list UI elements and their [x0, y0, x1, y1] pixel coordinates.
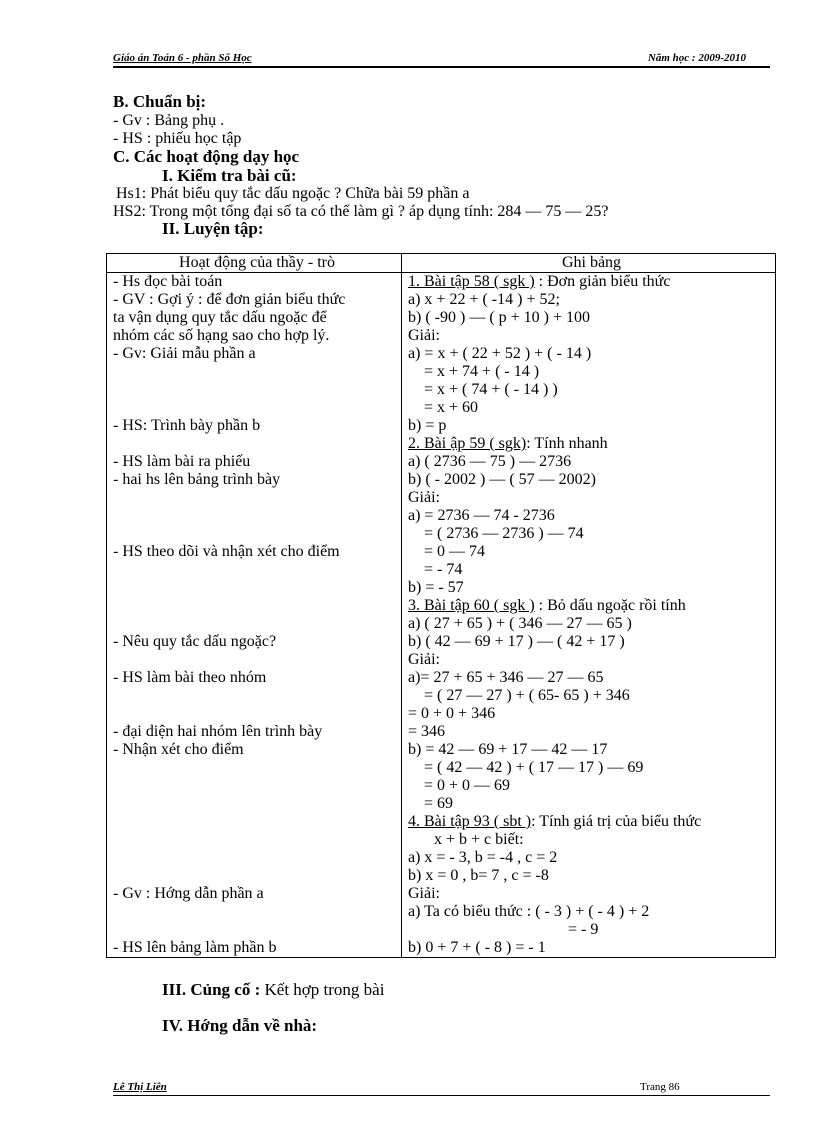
section-i-title: I. Kiểm tra bài cũ:: [162, 166, 297, 185]
col2-header: Ghi bảng: [402, 254, 776, 273]
board-line: Giải:: [408, 327, 440, 344]
activity-line: [113, 867, 401, 885]
board-line: = 346: [408, 723, 446, 740]
activity-line: [113, 903, 401, 921]
activity-line: [113, 651, 401, 669]
table-body-row: [107, 273, 776, 958]
activity-line: [113, 921, 401, 939]
section-b-title: B. Chuẩn bị:: [113, 92, 207, 111]
activity-line: - HS theo dõi và nhận xét cho điểm: [113, 543, 340, 560]
board-line: Giải:: [408, 885, 440, 902]
board-line: 2. Bài ập 59 ( sgk): Tính nhanh: [408, 435, 608, 452]
board-line: Giải:: [408, 651, 440, 668]
activity-line: [113, 399, 401, 417]
header-left: Giáo án Toán 6 - phần Số Học: [113, 52, 252, 64]
board-line: Giải:: [408, 489, 440, 506]
hs2-line: HS2: Trong một tổng đại số ta có thể làm gì ? áp dụng tính: 284 — 75 — 25?: [113, 203, 609, 220]
page-header: [113, 50, 770, 68]
hs1-line: Hs1: Phát biểu quy tắc dấu ngoặc ? Chữa bài 59 phần a: [116, 185, 470, 202]
activity-line: [113, 561, 401, 579]
board-line: b) = - 57: [408, 579, 464, 596]
board-line: a) Ta có biểu thức : ( - 3 ) + ( - 4 ) + 2: [408, 903, 650, 920]
activity-line: [113, 759, 401, 777]
board-line: = 0 — 74: [424, 543, 486, 560]
board-line: = x + ( 74 + ( - 14 ) ): [424, 381, 558, 398]
board-line: b) ( - 2002 ) — ( 57 — 2002): [408, 471, 596, 488]
activity-line: [113, 525, 401, 543]
board-line: = ( 27 — 27 ) + ( 65- 65 ) + 346: [424, 687, 630, 704]
activity-line: - hai hs lên bảng trình bày: [113, 471, 281, 488]
activity-line: [113, 705, 401, 723]
activity-line: [113, 381, 401, 399]
board-line: x + b + c biết:: [434, 831, 524, 848]
footer-page: Trang 86: [640, 1081, 680, 1093]
board-line: 4. Bài tập 93 ( sbt ): Tính giá trị của biểu thức: [408, 813, 702, 830]
b-item-1: - Gv : Bảng phụ .: [113, 112, 225, 129]
activity-line: - Nêu quy tắc dấu ngoặc?: [113, 633, 277, 650]
activity-line: - GV : Gợi ý : để đơn giản biểu thức: [113, 291, 346, 308]
b-item-2: - HS : phiếu học tập: [113, 130, 242, 147]
activity-line: - Nhận xét cho điểm: [113, 741, 244, 758]
board-line: = ( 2736 — 2736 ) — 74: [424, 525, 584, 542]
activity-line: - Gv: Giải mẫu phần a: [113, 345, 256, 362]
section-iii: [162, 980, 384, 1000]
activity-line: [113, 615, 401, 633]
activity-line: ta vận dụng quy tắc dấu ngoặc để: [113, 309, 327, 326]
board-line: a) ( 27 + 65 ) + ( 346 — 27 — 65 ): [408, 615, 632, 632]
activity-line: [113, 687, 401, 705]
board-line: a) x = - 3, b = -4 , c = 2: [408, 849, 558, 866]
activity-line: [113, 777, 401, 795]
activity-line: [113, 813, 401, 831]
activity-table: [106, 253, 776, 958]
activity-line: [113, 597, 401, 615]
board-line: = 0 + 0 + 346: [408, 705, 496, 722]
header-right: Năm học : 2009-2010: [647, 52, 746, 64]
page-footer: [113, 1081, 770, 1096]
board-line: b) = p: [408, 417, 447, 434]
section-iii-title: III. Củng cố :: [162, 980, 261, 999]
activity-line: - Hs đọc bài toán: [113, 273, 223, 290]
board-line: = x + 74 + ( - 14 ): [424, 363, 540, 380]
board-line: a) = x + ( 22 + 52 ) + ( - 14 ): [408, 345, 592, 362]
table-header-row: [107, 254, 776, 273]
section-c-title: C. Các hoạt động dạy học: [113, 147, 300, 166]
teacher-student-column: [107, 273, 402, 958]
board-line: = x + 60: [424, 399, 479, 416]
board-line: = ( 42 — 42 ) + ( 17 — 17 ) — 69: [424, 759, 644, 776]
activity-line: [113, 507, 401, 525]
activity-line: [113, 489, 401, 507]
board-line: a) ( 2736 — 75 ) — 2736: [408, 453, 572, 470]
section-iv-title: IV. Hớng dẫn về nhà:: [162, 1016, 318, 1035]
activity-line: [113, 579, 401, 597]
board-line: b) = 42 — 69 + 17 — 42 — 17: [408, 741, 608, 758]
activity-line: - HS lên bảng làm phần b: [113, 939, 277, 956]
activity-line: [113, 849, 401, 867]
activity-line: [113, 795, 401, 813]
board-line: a) = 2736 — 74 - 2736: [408, 507, 555, 524]
activity-line: [113, 435, 401, 453]
board-line: 3. Bài tập 60 ( sgk ) : Bỏ dấu ngoặc rồi tính: [408, 597, 686, 614]
activity-line: [113, 363, 401, 381]
activity-line: - HS làm bài theo nhóm: [113, 669, 267, 686]
activity-line: [113, 831, 401, 849]
board-line: b) ( -90 ) — ( p + 10 ) + 100: [408, 309, 591, 326]
activity-line: - HS làm bài ra phiếu: [113, 453, 251, 470]
board-line: b) 0 + 7 + ( - 8 ) = - 1: [408, 939, 546, 956]
activity-line: - Gv : Hớng dẫn phần a: [113, 885, 264, 902]
board-line: = - 74: [424, 561, 463, 578]
board-line: = - 9: [568, 921, 599, 938]
footer-author: Lê Thị Liên: [113, 1081, 167, 1093]
board-line: a)= 27 + 65 + 346 — 27 — 65: [408, 669, 604, 686]
board-line: 1. Bài tập 58 ( sgk ) : Đơn giản biểu thức: [408, 273, 671, 290]
board-line: a) x + 22 + ( -14 ) + 52;: [408, 291, 560, 308]
activity-line: - đại diện hai nhóm lên trình bày: [113, 723, 323, 740]
section-ii-title: II. Luyện tập:: [162, 219, 264, 238]
board-notes-column: [402, 273, 776, 958]
activity-line: nhóm các số hạng sao cho hợp lý.: [113, 327, 330, 344]
activity-line: - HS: Trình bày phần b: [113, 417, 261, 434]
board-line: b) ( 42 — 69 + 17 ) — ( 42 + 17 ): [408, 633, 625, 650]
section-iii-text: Kết hợp trong bài: [264, 980, 385, 999]
board-line: = 69: [424, 795, 454, 812]
board-line: b) x = 0 , b= 7 , c = -8: [408, 867, 549, 884]
col1-header: Hoạt động của thầy - trò: [107, 254, 402, 273]
board-line: = 0 + 0 — 69: [424, 777, 511, 794]
